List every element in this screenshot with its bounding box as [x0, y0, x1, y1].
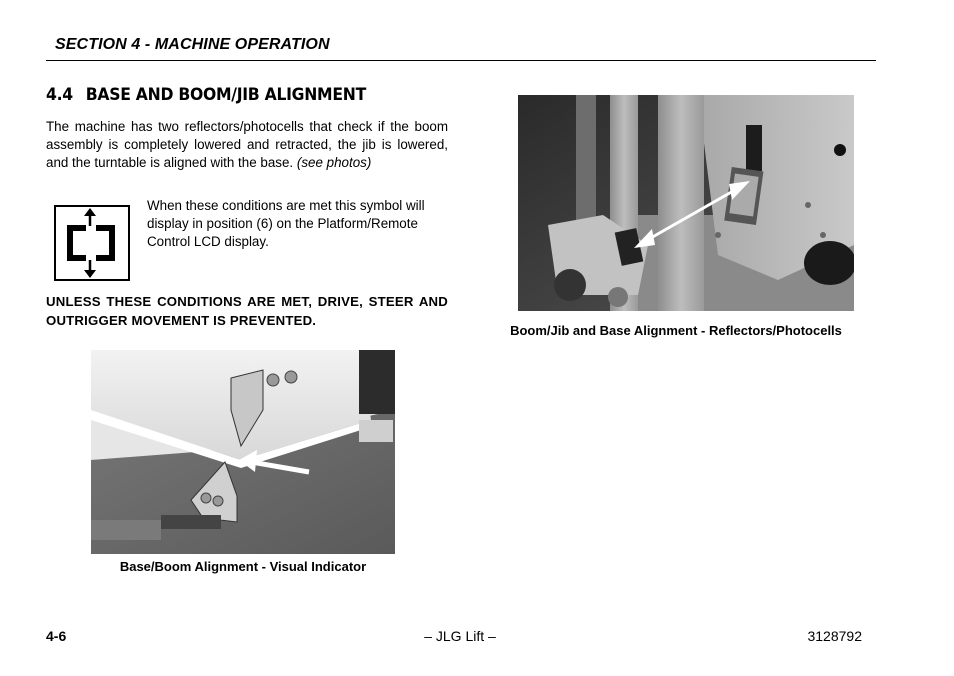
- page-number: 4-6: [46, 628, 67, 644]
- visual-indicator-photo-graphic: [91, 350, 395, 554]
- see-photos-note: (see photos): [296, 154, 372, 170]
- visual-indicator-photo: [91, 350, 395, 554]
- footer-brand: – JLG Lift –: [424, 628, 496, 644]
- section-header: SECTION 4 - MACHINE OPERATION: [55, 36, 330, 53]
- section-number: 4.4: [46, 85, 73, 105]
- document-number: 3128792: [807, 628, 862, 644]
- symbol-note: When these conditions are met this symbol will display in position (6) on the Platform/Remote Control LCD display.: [147, 198, 425, 249]
- section-title: BASE AND BOOM/JIB ALIGNMENT: [85, 85, 366, 105]
- alignment-symbol-graphic: [56, 207, 128, 279]
- reflectors-photo: [518, 95, 854, 311]
- warning-text: UNLESS THESE CONDITIONS ARE MET, DRIVE, STEER AND OUTRIGGER MOVEMENT IS PREVENTED.: [46, 294, 448, 328]
- intro-text: The machine has two reflectors/photocells that check if the boom assembly is completely lowered and retracted, the jib is lowered, and the turntable is aligned with the base.: [46, 119, 448, 170]
- reflectors-photo-graphic: [518, 95, 854, 311]
- section-heading: [46, 85, 366, 105]
- alignment-symbol-icon: [54, 205, 130, 281]
- reflectors-caption: Boom/Jib and Base Alignment - Reflectors/Photocells: [510, 323, 842, 338]
- visual-indicator-caption: Base/Boom Alignment - Visual Indicator: [119, 559, 367, 574]
- intro-paragraph: [46, 118, 448, 171]
- header-rule: [46, 60, 876, 61]
